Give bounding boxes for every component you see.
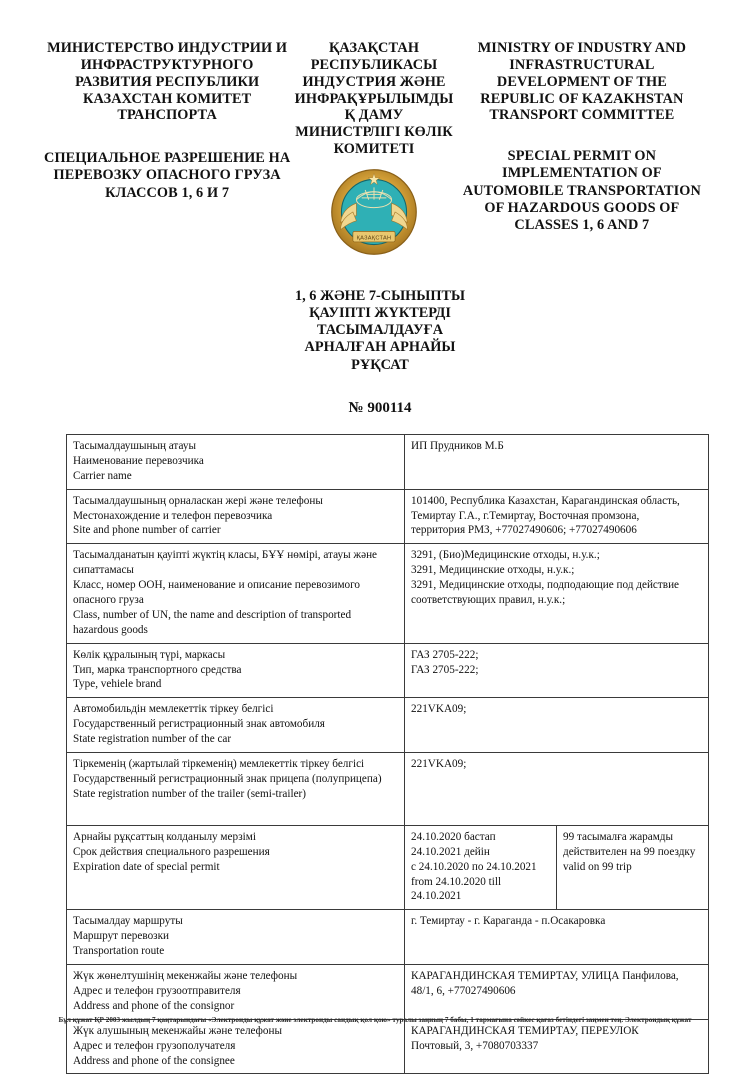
label-ru: Тип, марка транспортного средства xyxy=(73,663,242,676)
label-en: Site and phone number of carrier xyxy=(73,524,221,537)
value-line: 221VKA09; xyxy=(411,758,467,771)
label-kk: Арнайы рұқсаттың колданылу мерзімі xyxy=(73,830,256,843)
label-kk: Автомобильдін мемлекеттік тіркеу белгісі xyxy=(73,703,274,716)
value-line: Темиртау Г.А., г.Темиртау, Восточная промзона, xyxy=(411,509,640,522)
value-line: 99 тасымалға жарамды xyxy=(563,830,674,843)
label-en: Address and phone of the consignee xyxy=(73,1054,235,1067)
permit-subtitle-kk: 1, 6 ЖӘНЕ 7-СЫНЫПТЫ ҚАУІПТІ ЖҮКТЕРДІ ТАСЫМАЛДАУҒА АРНАЛҒАН АРНАЙЫ РҰҚСАТ xyxy=(294,288,466,373)
label-kk: Жүк алушының мекенжайы және телефоны xyxy=(73,1024,282,1037)
value-line: 3291, (Био)Медицинские отходы, н.у.к.; xyxy=(411,549,600,562)
label-ru: Местонахождение и телефон перевозчика xyxy=(73,509,273,522)
row-label-consignor-address xyxy=(67,965,405,1020)
table-row xyxy=(67,643,709,698)
row-value-trailer-registration xyxy=(405,753,709,826)
value-line: valid on 99 trip xyxy=(563,860,632,873)
label-ru: Срок действия специального разрешения xyxy=(73,845,270,858)
value-line: территория РМЗ, +77027490606; +77027490606 xyxy=(411,524,637,537)
table-row xyxy=(67,544,709,643)
label-ru: Государственный регистрационный знак прицепа (полуприцепа) xyxy=(73,772,382,785)
row-label-transportation-route xyxy=(67,910,405,965)
svg-text:ҚАЗАҚСТАН: ҚАЗАҚСТАН xyxy=(356,235,392,242)
ministry-name-ru: МИНИСТЕРСТВО ИНДУСТРИИ И ИНФРАСТРУКТУРНОГО РАЗВИТИЯ РЕСПУБЛИКИ КАЗАХСТАН КОМИТЕТ ТРАНСПОРТА xyxy=(47,40,288,124)
label-en: Expiration date of special permit xyxy=(73,860,220,873)
label-ru: Класс, номер ООН, наименование и описание перевозимого опасного груза xyxy=(73,579,361,607)
value-line: ИП Прудников М.Б xyxy=(411,440,504,452)
value-line: 3291, Медицинские отходы, н.у.к.; xyxy=(411,564,575,577)
label-en: State registration number of the trailer (semi-trailer) xyxy=(73,787,306,800)
row-label-hazardous-goods xyxy=(67,544,405,643)
emblem-container xyxy=(330,168,420,261)
permit-subtitle-en: SPECIAL PERMIT ON IMPLEMENTATION OF AUTOMOBILE TRANSPORTATION OF HAZARDOUS GOODS OF CLASSES 1, 6 AND 7 xyxy=(462,148,701,233)
table-row xyxy=(67,753,709,826)
header-column-english xyxy=(458,36,706,234)
row-label-car-registration xyxy=(67,698,405,753)
label-en: Transportation route xyxy=(73,945,165,958)
value-line: ГАЗ 2705-222; xyxy=(411,663,479,676)
label-ru: Маршрут перевозки xyxy=(73,930,170,943)
table-row xyxy=(67,489,709,544)
row-value-consignor-address xyxy=(405,965,709,1020)
permit-number: № 900114 xyxy=(348,399,412,416)
label-kk: Тасымалдау маршруты xyxy=(73,915,183,928)
value-line: 24.10.2020 бастап xyxy=(411,830,496,843)
value-line: КАРАГАНДИНСКАЯ ТЕМИРТАУ, ПЕРЕУЛОК xyxy=(411,1024,639,1037)
label-kk: Тасымалдаушының атауы xyxy=(73,440,196,452)
table-row xyxy=(67,698,709,753)
value-line: ГАЗ 2705-222; xyxy=(411,648,479,661)
label-kk: Жүк жөнелтушінің мекенжайы және телефоны xyxy=(73,970,298,983)
table-row xyxy=(67,965,709,1020)
value-line: 3291, Медицинские отходы, подподающие под действие соответствующих правил, н.у.к.; xyxy=(411,579,680,607)
value-line: с 24.10.2020 по 24.10.2021 xyxy=(411,860,537,873)
row-label-trailer-registration xyxy=(67,753,405,826)
value-line: КАРАГАНДИНСКАЯ ТЕМИРТАУ, УЛИЦА Панфилова, xyxy=(411,970,679,983)
value-line: 221VKA09; xyxy=(411,703,467,716)
table-row xyxy=(67,435,709,490)
label-ru: Адрес и телефон грузоотправителя xyxy=(73,984,241,997)
value-line: 24.10.2021 дейін xyxy=(411,845,490,858)
ministry-name-en: MINISTRY OF INDUSTRY AND INFRASTRUCTURAL DEVELOPMENT OF THE REPUBLIC OF KAZAKHSTAN TRANSPORT COMMITTEE xyxy=(477,40,687,124)
header-column-russian xyxy=(44,36,290,234)
label-kk: Көлік құралының түрі, маркасы xyxy=(73,648,226,661)
label-ru: Государственный регистрационный знак автомобиля xyxy=(73,718,325,731)
value-line: Почтовый, 3, +7080703337 xyxy=(411,1039,539,1052)
row-value-vehicle-type xyxy=(405,643,709,698)
label-kk: Тасымалданатын қауіпті жүктің класы, БҰҰ нөмірі, атауы және сипаттамасы xyxy=(73,549,378,577)
table-row xyxy=(67,825,709,909)
row-label-carrier-name xyxy=(67,435,405,490)
label-en: Carrier name xyxy=(73,469,132,482)
row-label-consignee-address xyxy=(67,1019,405,1074)
table-row xyxy=(67,910,709,965)
label-ru: Адрес и телефон грузополучателя xyxy=(73,1039,236,1052)
row-value-trip-count xyxy=(557,825,709,909)
row-value-expiration-period xyxy=(405,825,557,909)
ministry-name-kk: ҚАЗАҚСТАН РЕСПУБЛИКАСЫ ИНДУСТРИЯ ЖӘНЕ ИНФРАҚҰРЫЛЫМДЫ Қ ДАМУ МИНИСТРЛІГІ КӨЛІК КОМИТЕТІ xyxy=(294,40,454,158)
value-line: 48/1, 6, +77027490606 xyxy=(411,984,516,997)
row-value-car-registration xyxy=(405,698,709,753)
footer-legal-note: Бұл құжат ҚР 2003 жылдың 7 қаңтарындағы «Электронды құжат және электронды сандық қол қою» туралы заңның 7 бабы, 1 тармағына сәйкес қағаз бетіндегі заңмен тең. Электрондық құжат xyxy=(58,1016,692,1024)
row-label-carrier-site xyxy=(67,489,405,544)
row-value-carrier-name xyxy=(405,435,709,490)
value-line: from 24.10.2020 till xyxy=(411,875,502,888)
row-value-carrier-site xyxy=(405,489,709,544)
label-en: State registration number of the car xyxy=(73,733,232,746)
value-line: г. Темиртау - г. Караганда - п.Осакаровка xyxy=(411,915,606,928)
label-en: Class, number of UN, the name and description of transported hazardous goods xyxy=(73,608,352,636)
row-label-expiration-date xyxy=(67,825,405,909)
label-ru: Наименование перевозчика xyxy=(73,454,204,467)
table-row xyxy=(67,1019,709,1074)
value-line: 101400, Республика Казахстан, Карагандинская область, xyxy=(411,494,680,507)
row-label-vehicle-type xyxy=(67,643,405,698)
label-en: Type, vehiele brand xyxy=(73,678,162,691)
row-value-transportation-route xyxy=(405,910,709,965)
value-line: 24.10.2021 xyxy=(411,890,462,903)
value-line: действителен на 99 поездку xyxy=(563,845,696,858)
label-kk: Тіркеменің (жартылай тіркеменің) мемлекеттік тіркеу белгісі xyxy=(73,758,365,771)
kazakh-subtitle-block xyxy=(290,288,470,417)
label-en: Address and phone of the consignor xyxy=(73,999,235,1012)
label-kk: Тасымалдаушының орналаскан жері және телефоны xyxy=(73,494,323,507)
permit-details-table-wrapper xyxy=(66,434,696,1074)
permit-subtitle-ru: СПЕЦИАЛЬНОЕ РАЗРЕШЕНИЕ НА ПЕРЕВОЗКУ ОПАСНОГО ГРУЗА КЛАССОВ 1, 6 И 7 xyxy=(44,150,291,201)
row-value-hazardous-goods xyxy=(405,544,709,643)
permit-details-table xyxy=(66,434,709,1074)
kazakhstan-state-emblem-icon xyxy=(330,168,418,256)
row-value-consignee-address xyxy=(405,1019,709,1074)
